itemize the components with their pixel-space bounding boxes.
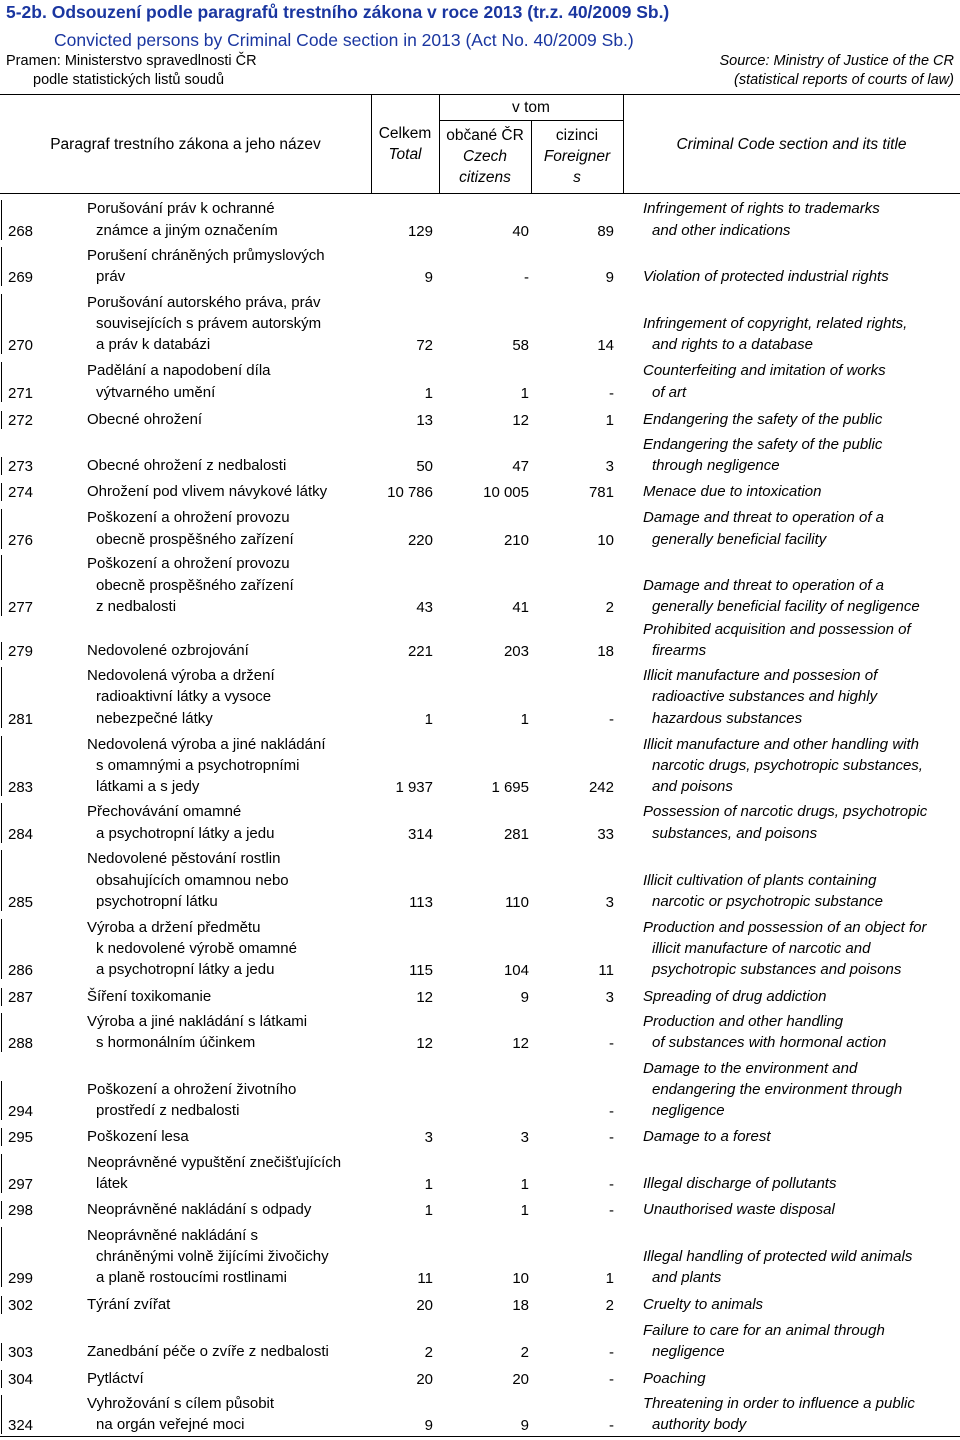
- row-title-english: of substances with hormonal action: [652, 1034, 887, 1051]
- row-bracket: [1, 803, 2, 843]
- row-title-czech: k nedovolené výrobě omamné: [96, 940, 297, 957]
- row-title-english: negligence: [652, 1343, 725, 1360]
- row-title-czech: Padělání a napodobení díla: [87, 362, 271, 379]
- row-czech-citizens: 1 695: [491, 779, 529, 796]
- source-english-line1: Source: Ministry of Justice of the CR: [719, 53, 954, 69]
- header-total-english: Total: [388, 146, 422, 163]
- row-title-english: Failure to care for an animal through: [643, 1322, 885, 1339]
- row-title-english: Endangering the safety of the public: [643, 411, 883, 428]
- row-foreigners: -: [609, 385, 614, 402]
- row-foreigners: 10: [597, 532, 614, 549]
- row-bracket: [1, 1081, 2, 1120]
- row-title-czech: prostředí z nedbalosti: [96, 1102, 240, 1119]
- row-total: 12: [416, 1035, 433, 1052]
- row-title-czech: na orgán veřejné moci: [96, 1416, 245, 1433]
- source-english-line2: (statistical reports of courts of law): [734, 72, 954, 88]
- row-bracket: [1, 1370, 2, 1388]
- row-total: 72: [416, 337, 433, 354]
- row-czech-citizens: 2: [520, 1344, 529, 1361]
- row-bracket: [1, 1128, 2, 1146]
- row-czech-citizens: 1: [520, 1202, 529, 1219]
- row-title-english: through negligence: [652, 457, 780, 474]
- title-english: Convicted persons by Criminal Code section in 2013 (Act No. 40/2009 Sb.): [54, 30, 634, 50]
- row-bracket: [1, 294, 2, 354]
- row-paragraph-number: 270: [8, 337, 34, 354]
- row-foreigners: -: [609, 1417, 614, 1434]
- row-title-czech: Poškození a ohrožení provozu: [87, 555, 290, 572]
- row-title-czech: Poškození a ohrožení provozu: [87, 509, 290, 526]
- row-title-czech: chráněnými volně žijícími živočichy: [96, 1248, 329, 1265]
- row-paragraph-number: 271: [8, 385, 34, 402]
- row-foreigners: 1: [605, 412, 614, 429]
- row-czech-citizens: 1: [520, 385, 529, 402]
- row-title-english: Damage to a forest: [643, 1128, 771, 1145]
- row-title-english: and rights to a database: [652, 336, 813, 353]
- row-paragraph-number: 297: [8, 1176, 34, 1193]
- row-czech-citizens: 10 005: [483, 484, 529, 501]
- row-paragraph-number: 288: [8, 1035, 34, 1052]
- row-title-czech: Nedovolené pěstování rostlin: [87, 850, 281, 867]
- row-total: 2: [424, 1344, 433, 1361]
- header-czech-citizens-cz: občané ČR: [446, 127, 524, 144]
- header-foreigners-cz: cizinci: [555, 127, 599, 144]
- row-title-czech: Porušování autorského práva, práv: [87, 294, 321, 311]
- row-foreigners: -: [609, 1176, 614, 1193]
- row-title-english: illicit manufacture of narcotic and: [652, 940, 871, 957]
- row-title-czech: s hormonálním účinkem: [96, 1034, 256, 1051]
- row-title-english: Damage to the environment and: [643, 1060, 858, 1077]
- header-top-rule: [0, 94, 960, 95]
- row-bracket: [1, 736, 2, 796]
- row-foreigners: -: [609, 1371, 614, 1388]
- title-czech: 5-2b. Odsouzení podle paragrafů trestního zákona v roce 2013 (tr.z. 40/2009 Sb.): [6, 2, 670, 22]
- row-title-czech: Nedovolené ozbrojování: [87, 642, 249, 659]
- row-paragraph-number: 324: [8, 1417, 34, 1434]
- row-bracket: [1, 247, 2, 286]
- row-paragraph-number: 268: [8, 223, 34, 240]
- row-foreigners: 33: [597, 826, 614, 843]
- row-title-czech: a planě rostoucími rostlinami: [96, 1269, 287, 1286]
- row-bracket: [1, 988, 2, 1006]
- row-title-czech: Neoprávněné vypuštění znečišťujících: [87, 1154, 342, 1171]
- row-foreigners: 9: [605, 269, 614, 286]
- row-czech-citizens: 41: [512, 599, 529, 616]
- row-title-czech: Výroba a jiné nakládání s látkami: [87, 1013, 308, 1030]
- row-title-czech: Přechovávání omamné: [87, 803, 242, 820]
- row-foreigners: 781: [588, 484, 614, 501]
- row-title-english: narcotic drugs, psychotropic substances,: [652, 757, 923, 774]
- row-total: 9: [424, 1417, 433, 1434]
- row-foreigners: -: [609, 1344, 614, 1361]
- header-section-english: Criminal Code section and its title: [676, 136, 907, 153]
- row-title-english: Unauthorised waste disposal: [643, 1201, 835, 1218]
- row-bracket: [1, 1227, 2, 1287]
- row-title-czech: psychotropní látku: [96, 893, 218, 910]
- row-czech-citizens: 10: [512, 1270, 529, 1287]
- header-foreigners-en2: s: [573, 169, 581, 186]
- row-czech-citizens: 1: [520, 711, 529, 728]
- row-title-czech: obecně prospěšného zařízení: [96, 531, 294, 548]
- row-title-english: Threatening in order to influence a public: [643, 1395, 915, 1412]
- row-title-english: Infringement of rights to trademarks: [643, 200, 880, 217]
- row-foreigners: 3: [605, 894, 614, 911]
- header-bottom-rule: [0, 193, 960, 194]
- row-czech-citizens: 18: [512, 1297, 529, 1314]
- row-bracket: [1, 667, 2, 728]
- row-paragraph-number: 284: [8, 826, 34, 843]
- row-title-english: substances, and poisons: [652, 825, 818, 842]
- row-title-czech: Poškození a ohrožení životního: [87, 1081, 297, 1098]
- row-bracket: [1, 509, 2, 549]
- row-foreigners: 1: [605, 1270, 614, 1287]
- row-title-english: Menace due to intoxication: [643, 483, 822, 500]
- row-bracket: [1, 1395, 2, 1434]
- row-total: 20: [416, 1371, 433, 1388]
- row-title-czech: a psychotropní látky a jedu: [96, 961, 275, 978]
- row-title-english: and poisons: [652, 778, 733, 795]
- header-foreigners-en1: Foreigner: [543, 148, 611, 165]
- row-title-czech: Neoprávněné nakládání s odpady: [87, 1201, 312, 1218]
- row-czech-citizens: 210: [503, 532, 529, 549]
- row-total: 115: [409, 962, 433, 979]
- row-paragraph-number: 303: [8, 1344, 34, 1361]
- row-foreigners: 3: [605, 989, 614, 1006]
- row-title-czech: Výroba a držení předmětu: [87, 919, 261, 936]
- row-bracket: [1, 1201, 2, 1219]
- row-title-english: psychotropic substances and poisons: [652, 961, 902, 978]
- row-title-czech: Obecné ohrožení z nedbalosti: [87, 457, 287, 474]
- row-foreigners: 11: [598, 962, 614, 979]
- row-total: 9: [424, 269, 433, 286]
- row-foreigners: -: [609, 1129, 614, 1146]
- row-title-czech: radioaktivní látky a vysoce: [96, 688, 272, 705]
- row-foreigners: -: [609, 1202, 614, 1219]
- row-czech-citizens: 104: [503, 962, 529, 979]
- row-title-english: narcotic or psychotropic substance: [652, 893, 883, 910]
- row-title-english: Cruelty to animals: [643, 1296, 764, 1313]
- row-title-czech: a psychotropní látky a jedu: [96, 825, 275, 842]
- row-title-english: Possession of narcotic drugs, psychotropic: [643, 803, 928, 820]
- row-title-english: Poaching: [643, 1370, 706, 1387]
- row-czech-citizens: 203: [503, 643, 529, 660]
- row-title-english: generally beneficial facility of negligence: [652, 598, 920, 615]
- row-title-english: Counterfeiting and imitation of works: [643, 362, 886, 379]
- header-section-czech: Paragraf trestního zákona a jeho název: [50, 136, 321, 153]
- row-total: 1: [424, 385, 433, 402]
- row-total: 3: [424, 1129, 433, 1146]
- row-czech-citizens: 47: [512, 458, 529, 475]
- row-title-english: Violation of protected industrial rights: [643, 268, 889, 285]
- row-paragraph-number: 299: [8, 1270, 34, 1287]
- row-title-czech: látkami a s jedy: [96, 778, 200, 795]
- row-title-czech: z nedbalosti: [96, 598, 177, 615]
- row-title-english: and other indications: [652, 222, 791, 239]
- row-title-english: Production and other handling: [643, 1013, 844, 1030]
- row-total: 221: [407, 643, 433, 660]
- row-bracket: [1, 411, 2, 429]
- row-foreigners: 14: [597, 337, 614, 354]
- row-title-czech: Neoprávněné nakládání s: [87, 1227, 258, 1244]
- row-title-english: authority body: [652, 1416, 747, 1433]
- row-title-czech: Ohrožení pod vlivem návykové látky: [87, 483, 328, 500]
- row-total: 50: [416, 458, 433, 475]
- row-paragraph-number: 276: [8, 532, 34, 549]
- row-title-english: Illicit manufacture and other handling with: [643, 736, 919, 753]
- row-title-czech: výtvarného umění: [96, 384, 216, 401]
- row-title-english: negligence: [652, 1102, 725, 1119]
- row-title-english: Prohibited acquisition and possession of: [643, 621, 911, 638]
- row-bracket: [1, 200, 2, 240]
- row-title-english: hazardous substances: [652, 710, 803, 727]
- row-foreigners: -: [609, 1035, 614, 1052]
- row-paragraph-number: 269: [8, 269, 34, 286]
- row-total: 314: [407, 826, 433, 843]
- row-title-english: Illicit cultivation of plants containing: [643, 872, 877, 889]
- row-paragraph-number: 286: [8, 962, 34, 979]
- row-foreigners: 18: [597, 643, 614, 660]
- row-title-czech: Obecné ohrožení: [87, 411, 203, 428]
- row-title-czech: Vyhrožování s cílem působit: [87, 1395, 275, 1412]
- row-czech-citizens: 110: [505, 894, 529, 911]
- row-foreigners: 3: [605, 458, 614, 475]
- row-paragraph-number: 281: [8, 711, 34, 728]
- row-title-english: radioactive substances and highly: [652, 688, 878, 705]
- row-bracket: [1, 362, 2, 402]
- row-paragraph-number: 302: [8, 1297, 34, 1314]
- row-total: 113: [409, 894, 433, 911]
- row-bracket: [1, 457, 2, 475]
- row-title-english: Illegal discharge of pollutants: [643, 1175, 837, 1192]
- row-czech-citizens: 12: [512, 412, 529, 429]
- row-total: 13: [416, 412, 433, 429]
- row-foreigners: -: [609, 1103, 614, 1120]
- row-foreigners: 2: [605, 599, 614, 616]
- row-czech-citizens: 20: [512, 1371, 529, 1388]
- row-paragraph-number: 285: [8, 894, 34, 911]
- row-title-czech: Porušování práv k ochranné: [87, 200, 275, 217]
- row-czech-citizens: 9: [520, 1417, 529, 1434]
- header-czech-citizens-en2: citizens: [459, 169, 511, 186]
- row-paragraph-number: 283: [8, 779, 34, 796]
- source-czech-line1: Pramen: Ministerstvo spravedlnosti ČR: [6, 53, 257, 69]
- row-czech-citizens: 58: [512, 337, 529, 354]
- row-paragraph-number: 295: [8, 1129, 34, 1146]
- row-czech-citizens: 40: [512, 223, 529, 240]
- row-total: 1: [424, 711, 433, 728]
- row-bracket: [1, 1343, 2, 1361]
- source-czech-line2: podle statistických listů soudů: [33, 72, 225, 88]
- row-foreigners: -: [609, 711, 614, 728]
- row-title-english: Damage and threat to operation of a: [643, 509, 884, 526]
- row-title-czech: obsahujících omamnou nebo: [96, 872, 289, 889]
- row-bracket: [1, 483, 2, 501]
- row-title-czech: obecně prospěšného zařízení: [96, 577, 294, 594]
- row-title-czech: známce a jiným označením: [96, 222, 278, 239]
- row-paragraph-number: 277: [8, 599, 34, 616]
- row-bracket: [1, 1296, 2, 1314]
- header-total-czech: Celkem: [378, 125, 432, 142]
- row-total: 1 937: [395, 779, 433, 796]
- row-czech-citizens: -: [524, 269, 529, 286]
- row-title-czech: a práv k databázi: [96, 336, 211, 353]
- row-title-english: Illicit manufacture and possesion of: [643, 667, 878, 684]
- row-bracket: [1, 642, 2, 660]
- row-title-english: Endangering the safety of the public: [643, 436, 883, 453]
- row-bracket: [1, 1013, 2, 1052]
- row-paragraph-number: 279: [8, 643, 34, 660]
- row-paragraph-number: 304: [8, 1371, 34, 1388]
- table-bottom-rule: [0, 1436, 960, 1437]
- row-title-czech: nebezpečné látky: [96, 710, 213, 727]
- row-title-czech: Zanedbání péče o zvíře z nedbalosti: [87, 1343, 329, 1360]
- row-title-english: Damage and threat to operation of a: [643, 577, 884, 594]
- row-paragraph-number: 272: [8, 412, 34, 429]
- row-czech-citizens: 3: [520, 1129, 529, 1146]
- row-total: 10 786: [387, 484, 433, 501]
- row-czech-citizens: 1: [520, 1176, 529, 1193]
- row-title-czech: Poškození lesa: [87, 1128, 189, 1145]
- row-title-english: and plants: [652, 1269, 722, 1286]
- row-title-czech: Týrání zvířat: [87, 1296, 171, 1313]
- row-foreigners: 242: [588, 779, 614, 796]
- row-bracket: [1, 850, 2, 911]
- row-total: 43: [416, 599, 433, 616]
- row-title-czech: látek: [96, 1175, 128, 1192]
- row-bracket: [1, 919, 2, 979]
- row-foreigners: 89: [597, 223, 614, 240]
- row-total: 1: [424, 1202, 433, 1219]
- row-title-czech: Šíření toxikomanie: [87, 988, 212, 1005]
- row-title-english: endangering the environment through: [652, 1081, 903, 1098]
- row-title-english: Production and possession of an object for: [643, 919, 927, 936]
- row-paragraph-number: 287: [8, 989, 34, 1006]
- row-foreigners: 2: [605, 1297, 614, 1314]
- row-title-czech: práv: [96, 268, 126, 285]
- row-czech-citizens: 9: [520, 989, 529, 1006]
- row-total: 12: [416, 989, 433, 1006]
- row-total: 1: [424, 1176, 433, 1193]
- row-total: 129: [407, 223, 433, 240]
- row-title-czech: souvisejících s právem autorským: [96, 315, 322, 332]
- row-title-czech: Nedovolená výroba a držení: [87, 667, 275, 684]
- row-title-english: firearms: [652, 642, 707, 659]
- row-title-english: generally beneficial facility: [652, 531, 827, 548]
- row-title-czech: Porušení chráněných průmyslových: [87, 247, 325, 264]
- row-czech-citizens: 281: [503, 826, 529, 843]
- row-title-english: Infringement of copyright, related rights,: [643, 315, 908, 332]
- row-total: 11: [417, 1270, 433, 1287]
- row-title-english: Illegal handling of protected wild animals: [643, 1248, 913, 1265]
- row-title-czech: s omamnými a psychotropními: [96, 757, 300, 774]
- row-czech-citizens: 12: [512, 1035, 529, 1052]
- row-paragraph-number: 294: [8, 1103, 34, 1120]
- row-paragraph-number: 298: [8, 1202, 34, 1219]
- row-paragraph-number: 274: [8, 484, 34, 501]
- row-title-czech: Pytláctví: [87, 1370, 144, 1387]
- header-of-which: v tom: [512, 99, 550, 116]
- row-title-czech: Nedovolená výroba a jiné nakládání: [87, 736, 326, 753]
- header-czech-citizens-en1: Czech: [463, 148, 507, 165]
- row-paragraph-number: 273: [8, 458, 34, 475]
- row-title-english: of art: [652, 384, 687, 401]
- row-total: 220: [407, 532, 433, 549]
- row-title-english: Spreading of drug addiction: [643, 988, 827, 1005]
- row-total: 20: [416, 1297, 433, 1314]
- row-bracket: [1, 1154, 2, 1193]
- row-bracket: [1, 555, 2, 616]
